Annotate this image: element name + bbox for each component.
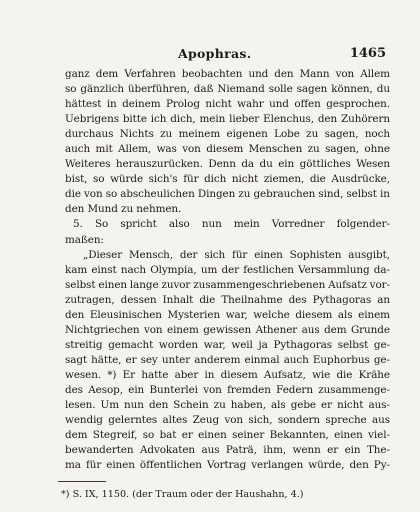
word: durchaus [65,128,114,141]
word: Stegreif, [92,429,138,442]
word: so [105,188,118,201]
footnote-divider [58,481,106,482]
word: Aufsatz, [263,368,306,381]
word: einst [91,263,117,276]
word: Vorredner [271,218,325,231]
page-header [70,46,386,62]
word: Versammlung [298,263,370,276]
word: Bunterlei [149,383,198,396]
text-line [65,443,390,458]
word: des [288,293,307,306]
word: altes [162,414,188,427]
word: zu [307,143,320,156]
word: überführen, [127,83,190,96]
word: lieber [229,113,260,126]
word: Mann [299,68,330,80]
word: Niemand [217,83,265,96]
word: spreche [325,414,367,427]
word: den [349,459,369,472]
word: haben, [230,399,266,412]
word: zuvor [161,278,191,291]
word: die [336,368,353,381]
word: von [203,383,222,396]
word: viel- [368,429,390,442]
word: Aesop, [88,383,123,396]
word: können, [331,83,373,96]
word: für [183,173,199,186]
word: selbst [337,338,369,351]
word: diesem [295,308,333,321]
text-line [65,127,390,142]
word: den [317,113,338,126]
word: so [65,83,77,96]
word: ge- [373,353,390,366]
line-text: maßen: [65,233,104,246]
text-line [65,353,390,368]
word: und [269,98,289,111]
footnote: *) S. IX, 1150. (der Traum oder der Haushahn, 4.) [61,489,304,500]
text-line [65,308,390,323]
word: diesem [220,368,258,381]
word: einen [254,248,283,261]
word: zusammenge- [318,383,390,396]
word: für [85,459,102,472]
word: ihm, [263,444,287,457]
word: lange [129,278,159,291]
text-line [65,368,390,383]
word: hatte [141,368,169,381]
word: bewanderten [65,444,134,457]
word: Er [122,368,136,381]
word: von [84,188,103,201]
word: ich [150,113,167,126]
word: Lobe [274,128,300,141]
text-line [65,172,390,187]
word: zu [160,128,173,141]
word: Advokaten [139,444,196,457]
word: nach [120,263,146,276]
body-text [65,67,390,473]
text-line [65,293,390,308]
word: ein [344,444,361,457]
word: was [156,143,177,156]
word: sind, [318,188,344,201]
word: dem [324,323,347,336]
word: Pythagoras [273,338,332,351]
word: würde [110,173,144,186]
text-line [65,248,390,263]
word: den [65,308,85,321]
word: nicht [205,98,232,111]
word: auch [283,353,309,366]
word: also [168,218,190,231]
word: war, [225,308,248,321]
text-line [65,458,390,473]
text-line [65,233,390,248]
word: gebrauchen [253,188,316,201]
text-line [65,112,390,127]
word: Allem, [118,143,152,156]
word: kam [65,263,88,276]
word: Menschen [248,143,303,156]
word: zutragen, [65,293,115,306]
word: wahr [237,98,264,111]
page-number: 1465 [349,46,386,61]
word: Mysterien [167,308,221,321]
text-line [65,202,390,217]
word: anderem [194,353,241,366]
word: verlangen [251,459,304,472]
word: ein [128,383,145,396]
word: Denn [208,158,236,171]
word: der [221,263,239,276]
word: gebe [290,399,316,412]
running-head: Apophras. [178,46,252,61]
word: Federn [276,383,313,396]
word: welche [253,308,290,321]
word: ein [278,158,295,171]
word: *) [107,368,117,381]
word: war, [203,338,226,351]
word: für [232,248,248,261]
word: nicht [231,173,259,186]
word: Um [100,399,119,412]
word: Zuhörern [340,113,390,126]
word: von [224,414,244,427]
word: „Dieser [83,248,123,261]
word: des [65,383,83,396]
word: sey [140,353,158,366]
word: den [274,68,294,80]
word: von [182,143,201,156]
word: als [271,399,286,412]
word: Weiteres [65,158,111,171]
word: Sophisten [289,248,342,261]
word: mein [233,218,260,231]
word: da- [373,263,390,276]
word: den [148,399,169,412]
word: ganz [65,68,90,80]
word: mit [95,143,113,156]
word: selbst [346,188,377,201]
word: folgender- [336,218,390,231]
word: aber [174,368,199,381]
word: Aufsatz [328,278,367,291]
text-line [65,67,390,82]
word: dem [95,68,119,80]
word: nicht [337,399,364,412]
word: er [327,444,339,457]
word: Bekannten, [269,429,329,442]
word: Nichts [119,128,154,141]
word: ziemen, [263,173,305,186]
word: Vortrag [206,459,247,472]
line-text: den Mund zu nehmen. [65,203,182,216]
word: Allem [360,68,390,80]
word: die [65,188,81,201]
word: einen [198,429,227,442]
word: einen [334,429,363,442]
word: deinem [122,98,161,111]
word: zu [306,128,319,141]
word: Wesen [356,158,390,171]
word: dessen [120,293,157,306]
word: Schein [173,399,209,412]
word: Olympia, [150,263,197,276]
word: nun [201,218,222,231]
word: So [94,218,109,231]
word: als [337,308,353,321]
word: wendig [65,414,103,427]
word: er [321,399,333,412]
word: fremden [227,383,271,396]
word: in [204,368,215,381]
word: wenn [292,444,321,457]
word: Krähe [358,368,390,381]
text-line [65,278,390,293]
word: gemacht [108,338,154,351]
word: bist, [65,173,88,186]
word: nun [124,399,144,412]
word: eigenen [226,128,268,141]
text-line [65,323,390,338]
text-line [65,82,390,97]
word: ge- [373,338,390,351]
word: die [309,173,326,186]
word: Pythagoras [312,293,372,306]
word: Eleusinischen [89,308,162,321]
word: Nichtgriechen [65,323,140,336]
word: aus [301,323,320,336]
word: diesem [206,143,244,156]
word: beobachten [181,68,243,80]
text-line [65,187,390,202]
word: öffentlichen [139,459,202,472]
word: hätte, [91,353,122,366]
word: da [241,158,255,171]
text-line [65,398,390,413]
word: sagen, [325,143,359,156]
word: Elenchus, [263,113,314,126]
word: um [200,263,218,276]
word: in [106,98,117,111]
word: sagt [65,353,88,366]
word: hättest [65,98,102,111]
word: er [125,353,137,366]
word: gesprochen. [326,98,390,111]
word: wie [312,368,331,381]
word: in [380,188,390,201]
word: aus [201,444,220,457]
word: von [335,68,355,80]
word: weil [231,338,253,351]
word: Zeug [192,414,220,427]
word: vor- [369,278,390,291]
word: einem [358,308,390,321]
word: einen [98,278,127,291]
word: Paträ, [225,444,257,457]
word: an [377,293,390,306]
word: offen [294,98,321,111]
word: einmal [244,353,280,366]
word: sich's [148,173,178,186]
word: zu [238,188,251,201]
text-line [65,97,390,112]
word: zusammengeschriebenen [193,278,326,291]
word: aus [372,414,390,427]
word: abscheulichen [120,188,195,201]
word: dich [204,173,227,186]
text-line [65,338,390,353]
word: einem [167,323,199,336]
word: lesen. [65,399,96,412]
word: gewissen [203,323,252,336]
word: auch [65,143,91,156]
word: sagen, [324,128,359,141]
word: Theilnahme [221,293,283,306]
word: du [259,158,273,171]
word: einen [106,459,135,472]
word: Athener [255,323,298,336]
word: noch [364,128,390,141]
text-line [65,142,390,157]
word: sich [204,248,226,261]
word: bitte [122,113,147,126]
word: ma [65,459,81,472]
word: dem [65,429,88,442]
word: daß [193,83,214,96]
word: göttliches [299,158,351,171]
word: gänzlich [80,83,124,96]
word: und [248,68,269,80]
word: worden [158,338,199,351]
word: Inhalt [162,293,194,306]
text-line [65,428,390,443]
word: ausgibt, [348,248,390,261]
word: Mensch, [128,248,174,261]
text-line [65,383,390,398]
word: bat [159,429,177,442]
word: so [142,429,155,442]
word: die [199,293,216,306]
word: selbst [65,278,96,291]
word: seiner [232,429,265,442]
word: so [93,173,105,186]
word: wesen. [65,368,102,381]
word: von [143,323,163,336]
word: sondern [277,414,321,427]
word: Dingen [197,188,236,201]
word: sich, [248,414,273,427]
word: Grunde [350,323,390,336]
word: ohne [364,143,390,156]
word: der [179,248,198,261]
word: gelerntes [108,414,158,427]
word: unter [161,353,191,366]
word: streitig [65,338,103,351]
word: 5. [73,218,83,231]
text-line [65,413,390,428]
text-line [65,217,390,232]
word: The- [366,444,390,457]
word: zu [213,399,226,412]
word: aus- [368,399,390,412]
word: festlichen [243,263,294,276]
word: herauszurücken. [115,158,203,171]
word: spricht [120,218,157,231]
word: Prolog [165,98,200,111]
word: du [376,83,390,96]
word: würde, [308,459,345,472]
word: Verfahren [124,68,176,80]
word: mein [199,113,226,126]
text-line [65,263,390,278]
word: meinem [178,128,221,141]
word: dich, [170,113,196,126]
word: er [181,429,193,442]
word: Ausdrücke, [331,173,390,186]
word: ja [258,338,268,351]
text-line [65,157,390,172]
word: Euphorbus [312,353,370,366]
word: sagen [296,83,328,96]
word: Uebrigens [65,113,119,126]
word: Py- [373,459,390,472]
word: solle [268,83,293,96]
